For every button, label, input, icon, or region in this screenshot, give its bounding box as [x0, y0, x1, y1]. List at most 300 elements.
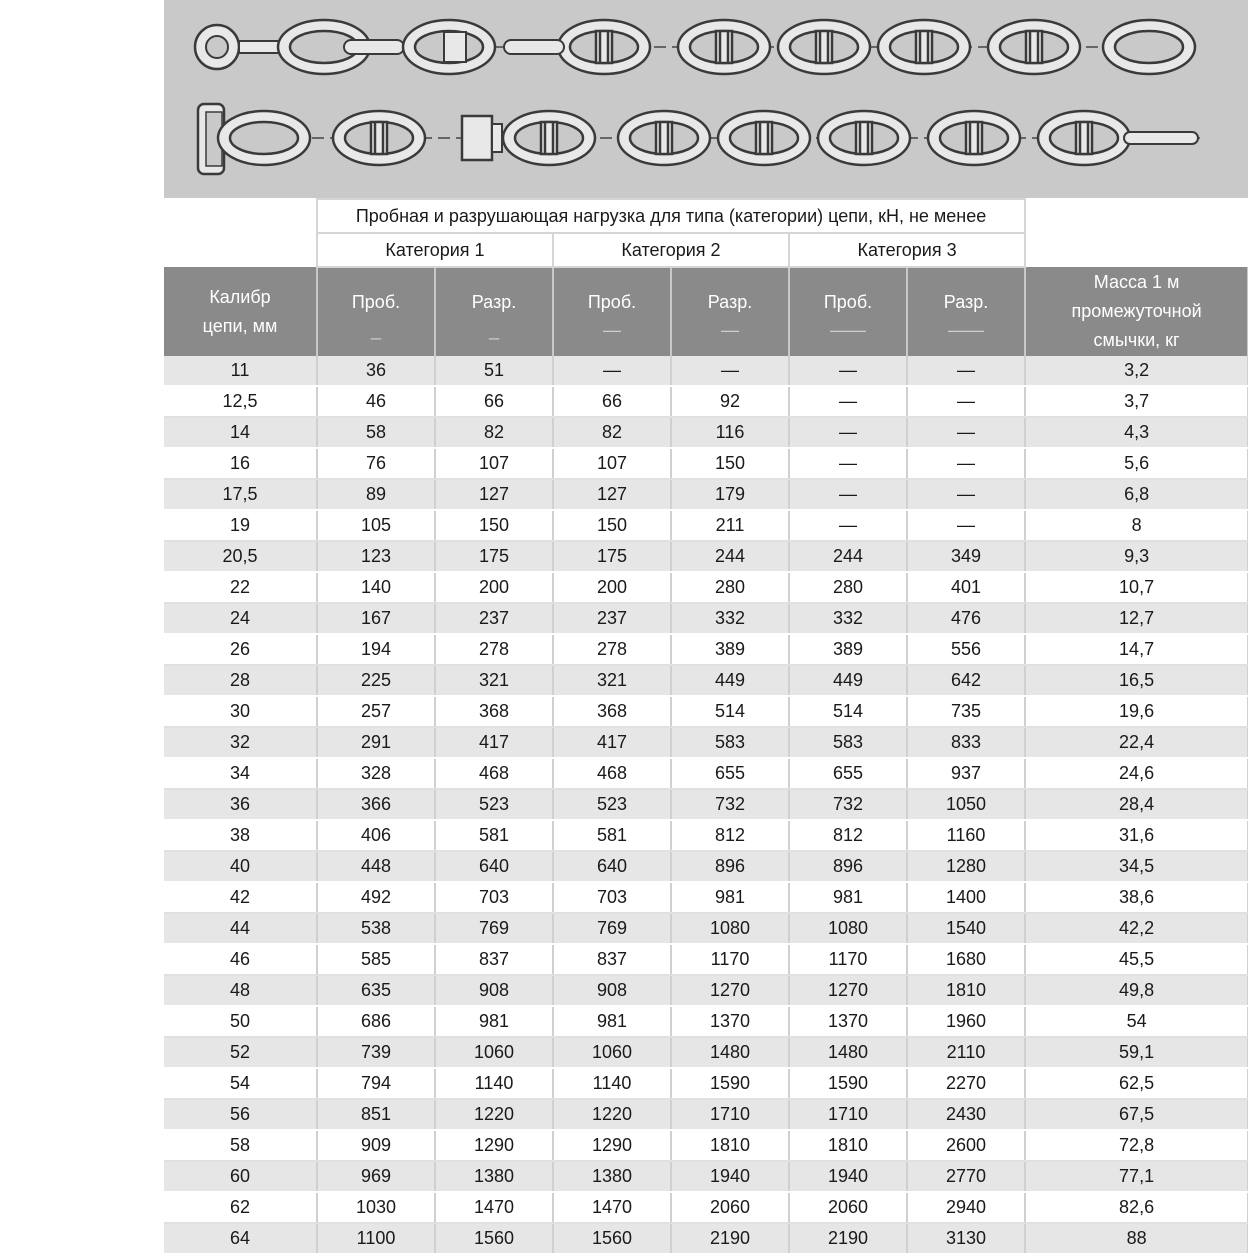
cat3-break-cell: 2430	[907, 1099, 1025, 1130]
cat1-proof-header	[317, 267, 435, 356]
cat3-break-cell: 2600	[907, 1130, 1025, 1161]
cat3-break-cell: —	[907, 510, 1025, 541]
cat1-proof-cell: 140	[317, 572, 435, 603]
cat2-proof-cell: 1060	[553, 1037, 671, 1068]
cat1-break-cell: 523	[435, 789, 553, 820]
mass-cell: 3,2	[1025, 356, 1248, 386]
cat1-break-cell: 66	[435, 386, 553, 417]
cat1-break-cell: 278	[435, 634, 553, 665]
cat1-break-cell: 769	[435, 913, 553, 944]
caliber-cell: 54	[164, 1068, 317, 1099]
cat2-break-cell: 449	[671, 665, 789, 696]
cat1-proof-cell: 76	[317, 448, 435, 479]
cat1-break-cell: 1290	[435, 1130, 553, 1161]
top-chain	[195, 20, 1195, 74]
cat3-break-cell: 1160	[907, 820, 1025, 851]
dash-mark: _	[370, 319, 381, 340]
dash-mark: _	[488, 319, 499, 340]
cat3-break-cell: 1400	[907, 882, 1025, 913]
cat1-proof-cell: 46	[317, 386, 435, 417]
cat2-break-cell: 896	[671, 851, 789, 882]
cat2-proof-header	[553, 267, 671, 356]
mass-cell: 10,7	[1025, 572, 1248, 603]
mass-cell: 3,7	[1025, 386, 1248, 417]
cat2-proof-cell: 321	[553, 665, 671, 696]
cat3-break-cell: 1050	[907, 789, 1025, 820]
cat3-break-cell: 1810	[907, 975, 1025, 1006]
caliber-cell: 64	[164, 1223, 317, 1254]
cat3-proof-cell: 1940	[789, 1161, 907, 1192]
chain-load-table	[164, 198, 1248, 1255]
cat1-proof-cell: 1030	[317, 1192, 435, 1223]
cat1-break-cell: 237	[435, 603, 553, 634]
category-1-header: Категория 1	[317, 233, 553, 267]
cat1-break-cell: 175	[435, 541, 553, 572]
mass-cell: 59,1	[1025, 1037, 1248, 1068]
caliber-cell: 22	[164, 572, 317, 603]
cat2-proof-cell: 981	[553, 1006, 671, 1037]
cat1-proof-cell: 794	[317, 1068, 435, 1099]
cat3-proof-cell: 389	[789, 634, 907, 665]
mass-cell: 19,6	[1025, 696, 1248, 727]
caliber-cell: 11	[164, 356, 317, 386]
cat2-proof-cell: 66	[553, 386, 671, 417]
cat1-proof-cell: 492	[317, 882, 435, 913]
cat3-proof-cell: 1170	[789, 944, 907, 975]
cat3-break-cell: 1280	[907, 851, 1025, 882]
cat3-proof-cell: 449	[789, 665, 907, 696]
cat2-proof-cell: 107	[553, 448, 671, 479]
cat1-proof-cell: 686	[317, 1006, 435, 1037]
cat3-break-cell: —	[907, 479, 1025, 510]
cat1-break-cell: 1470	[435, 1192, 553, 1223]
cat1-break-cell: 1220	[435, 1099, 553, 1130]
mass-cell: 54	[1025, 1006, 1248, 1037]
table-row	[164, 789, 1248, 820]
cat2-proof-cell: 523	[553, 789, 671, 820]
cat3-break-cell: 401	[907, 572, 1025, 603]
cat1-proof-cell: 89	[317, 479, 435, 510]
cat1-break-cell: 51	[435, 356, 553, 386]
anchor-chain-drawing	[164, 0, 1248, 198]
cat2-break-cell: 1590	[671, 1068, 789, 1099]
table-row	[164, 479, 1248, 510]
cat2-proof-cell: 200	[553, 572, 671, 603]
caliber-cell: 19	[164, 510, 317, 541]
caliber-cell: 56	[164, 1099, 317, 1130]
mass-cell: 31,6	[1025, 820, 1248, 851]
caliber-cell: 62	[164, 1192, 317, 1223]
cat3-break-cell: —	[907, 417, 1025, 448]
dash-mark: —	[603, 319, 621, 340]
cat2-proof-cell: 1220	[553, 1099, 671, 1130]
chain-illustration-svg	[164, 0, 1248, 198]
cat2-break-cell: 1810	[671, 1130, 789, 1161]
table-row	[164, 510, 1248, 541]
cat2-break-cell: 1370	[671, 1006, 789, 1037]
cat2-break-cell: 2060	[671, 1192, 789, 1223]
cat3-proof-cell: —	[789, 386, 907, 417]
caliber-cell: 24	[164, 603, 317, 634]
caliber-cell: 38	[164, 820, 317, 851]
cat3-proof-cell: 1810	[789, 1130, 907, 1161]
caliber-cell: 48	[164, 975, 317, 1006]
cat2-proof-cell: 703	[553, 882, 671, 913]
mass-header-line1: Масса 1 м	[1093, 272, 1180, 292]
cat3-proof-cell: —	[789, 417, 907, 448]
table-row	[164, 882, 1248, 913]
empty-cell	[164, 233, 317, 267]
cat3-break-cell: 2270	[907, 1068, 1025, 1099]
cat2-break-cell: —	[671, 356, 789, 386]
cat3-break-cell: 2110	[907, 1037, 1025, 1068]
cat2-proof-cell: 368	[553, 696, 671, 727]
bottom-chain	[198, 104, 1200, 174]
caliber-cell: 30	[164, 696, 317, 727]
table-row	[164, 820, 1248, 851]
cat2-break-cell: 116	[671, 417, 789, 448]
category-3-header: Категория 3	[789, 233, 1025, 267]
cat2-break-cell: 179	[671, 479, 789, 510]
category-2-header: Категория 2	[553, 233, 789, 267]
cat2-proof-cell: —	[553, 356, 671, 386]
mass-cell: 72,8	[1025, 1130, 1248, 1161]
table-row	[164, 603, 1248, 634]
cat3-proof-cell: —	[789, 479, 907, 510]
cat2-break-cell: 732	[671, 789, 789, 820]
cat1-proof-cell: 36	[317, 356, 435, 386]
cat1-proof-cell: 969	[317, 1161, 435, 1192]
table-row	[164, 944, 1248, 975]
cat3-break-cell: 476	[907, 603, 1025, 634]
cat2-proof-cell: 1290	[553, 1130, 671, 1161]
mass-header	[1025, 267, 1248, 356]
cat3-break-cell: —	[907, 386, 1025, 417]
cat1-proof-cell: 225	[317, 665, 435, 696]
cat2-break-cell: 92	[671, 386, 789, 417]
load-group-header: Пробная и разрушающая нагрузка для типа (категории) цепи, кН, не менее	[317, 199, 1025, 233]
cat3-proof-cell: 2190	[789, 1223, 907, 1254]
caliber-cell: 26	[164, 634, 317, 665]
cat2-proof-cell: 278	[553, 634, 671, 665]
mass-cell: 49,8	[1025, 975, 1248, 1006]
cat1-break-cell: 417	[435, 727, 553, 758]
mass-header-line2: промежуточной	[1071, 301, 1202, 321]
cat3-proof-cell: 514	[789, 696, 907, 727]
cat2-break-cell: 389	[671, 634, 789, 665]
cat1-break-cell: 321	[435, 665, 553, 696]
cat1-break-cell: 1140	[435, 1068, 553, 1099]
cat3-proof-cell: —	[789, 448, 907, 479]
cat2-proof-cell: 1470	[553, 1192, 671, 1223]
cat2-break-cell: 583	[671, 727, 789, 758]
caliber-cell: 36	[164, 789, 317, 820]
cat1-break-header	[435, 267, 553, 356]
cat2-break-cell: 280	[671, 572, 789, 603]
cat1-proof-cell: 538	[317, 913, 435, 944]
cat1-break-cell: 368	[435, 696, 553, 727]
cat3-proof-cell: 280	[789, 572, 907, 603]
cat3-break-header	[907, 267, 1025, 356]
caliber-cell: 50	[164, 1006, 317, 1037]
cat3-break-cell: —	[907, 448, 1025, 479]
cat1-proof-cell: 851	[317, 1099, 435, 1130]
caliber-cell: 58	[164, 1130, 317, 1161]
mass-cell: 16,5	[1025, 665, 1248, 696]
dash-mark: —	[721, 319, 739, 340]
cat1-proof-cell: 1100	[317, 1223, 435, 1254]
caliber-cell: 14	[164, 417, 317, 448]
cat2-proof-cell: 127	[553, 479, 671, 510]
cat3-proof-cell: 732	[789, 789, 907, 820]
cat3-proof-cell: 1710	[789, 1099, 907, 1130]
cat2-proof-cell: 837	[553, 944, 671, 975]
cat2-break-cell: 2190	[671, 1223, 789, 1254]
cat3-proof-cell: 2060	[789, 1192, 907, 1223]
cat1-break-cell: 200	[435, 572, 553, 603]
cat1-proof-cell: 167	[317, 603, 435, 634]
cat1-break-cell: 468	[435, 758, 553, 789]
cat2-proof-cell: 908	[553, 975, 671, 1006]
table-row	[164, 386, 1248, 417]
cat1-break-cell: 82	[435, 417, 553, 448]
cat1-proof-cell: 585	[317, 944, 435, 975]
cat1-proof-cell: 635	[317, 975, 435, 1006]
cat2-break-cell: 211	[671, 510, 789, 541]
cat1-break-cell: 703	[435, 882, 553, 913]
cat1-proof-cell: 123	[317, 541, 435, 572]
cat2-break-cell: 1940	[671, 1161, 789, 1192]
proof-label: Проб.	[823, 291, 873, 312]
caliber-header-line1: Калибр	[209, 286, 271, 307]
cat3-break-cell: 349	[907, 541, 1025, 572]
cat3-proof-cell: 332	[789, 603, 907, 634]
table-row	[164, 1192, 1248, 1223]
cat3-proof-cell: 812	[789, 820, 907, 851]
cat1-proof-cell: 739	[317, 1037, 435, 1068]
caliber-cell: 46	[164, 944, 317, 975]
table-row	[164, 1068, 1248, 1099]
cat2-proof-cell: 150	[553, 510, 671, 541]
mass-cell: 28,4	[1025, 789, 1248, 820]
cat2-break-cell: 332	[671, 603, 789, 634]
cat3-break-cell: 833	[907, 727, 1025, 758]
mass-cell: 24,6	[1025, 758, 1248, 789]
cat3-break-cell: —	[907, 356, 1025, 386]
cat3-break-cell: 1680	[907, 944, 1025, 975]
caliber-cell: 34	[164, 758, 317, 789]
table-body	[164, 356, 1248, 1254]
mass-cell: 82,6	[1025, 1192, 1248, 1223]
break-label: Разр.	[707, 291, 753, 312]
cat2-break-header	[671, 267, 789, 356]
caliber-cell: 40	[164, 851, 317, 882]
table-row	[164, 1006, 1248, 1037]
cat1-break-cell: 1560	[435, 1223, 553, 1254]
cat3-proof-cell: 655	[789, 758, 907, 789]
cat1-proof-cell: 291	[317, 727, 435, 758]
caliber-cell: 16	[164, 448, 317, 479]
mass-cell: 9,3	[1025, 541, 1248, 572]
caliber-cell: 42	[164, 882, 317, 913]
cat1-break-cell: 150	[435, 510, 553, 541]
cat1-break-cell: 581	[435, 820, 553, 851]
table-row	[164, 913, 1248, 944]
table-row	[164, 1161, 1248, 1192]
mass-cell: 14,7	[1025, 634, 1248, 665]
cat2-break-cell: 1710	[671, 1099, 789, 1130]
dash-mark: ——	[830, 319, 866, 340]
cat2-break-cell: 812	[671, 820, 789, 851]
cat2-break-cell: 244	[671, 541, 789, 572]
table-row	[164, 727, 1248, 758]
cat2-proof-cell: 640	[553, 851, 671, 882]
cat3-proof-cell: 981	[789, 882, 907, 913]
cat3-proof-cell: —	[789, 356, 907, 386]
cat1-proof-cell: 366	[317, 789, 435, 820]
cat3-proof-cell: 244	[789, 541, 907, 572]
caliber-cell: 20,5	[164, 541, 317, 572]
cat1-proof-cell: 448	[317, 851, 435, 882]
cat3-break-cell: 937	[907, 758, 1025, 789]
table-row	[164, 975, 1248, 1006]
dash-mark: ——	[948, 319, 985, 340]
cat2-break-cell: 150	[671, 448, 789, 479]
cat1-break-cell: 640	[435, 851, 553, 882]
cat3-proof-header	[789, 267, 907, 356]
cat3-break-cell: 1540	[907, 913, 1025, 944]
table-row	[164, 634, 1248, 665]
caliber-cell: 52	[164, 1037, 317, 1068]
mass-cell: 22,4	[1025, 727, 1248, 758]
cat3-proof-cell: 1080	[789, 913, 907, 944]
cat1-proof-cell: 406	[317, 820, 435, 851]
cat1-proof-cell: 328	[317, 758, 435, 789]
cat2-break-cell: 981	[671, 882, 789, 913]
table-row	[164, 541, 1248, 572]
mass-cell: 5,6	[1025, 448, 1248, 479]
proof-label: Проб.	[351, 291, 401, 312]
caliber-cell: 12,5	[164, 386, 317, 417]
table-row	[164, 696, 1248, 727]
cat1-break-cell: 127	[435, 479, 553, 510]
cat2-break-cell: 514	[671, 696, 789, 727]
mass-cell: 42,2	[1025, 913, 1248, 944]
cat1-break-cell: 107	[435, 448, 553, 479]
table-row	[164, 572, 1248, 603]
caliber-header-line2: цепи, мм	[202, 315, 278, 336]
cat1-break-cell: 981	[435, 1006, 553, 1037]
mass-cell: 62,5	[1025, 1068, 1248, 1099]
cat2-proof-cell: 581	[553, 820, 671, 851]
break-label: Разр.	[943, 291, 989, 312]
table-row	[164, 851, 1248, 882]
cat2-proof-cell: 1140	[553, 1068, 671, 1099]
cat2-proof-cell: 769	[553, 913, 671, 944]
cat2-proof-cell: 417	[553, 727, 671, 758]
break-label: Разр.	[471, 291, 517, 312]
mass-cell: 6,8	[1025, 479, 1248, 510]
caliber-cell: 60	[164, 1161, 317, 1192]
cat3-proof-cell: 1370	[789, 1006, 907, 1037]
caliber-cell: 44	[164, 913, 317, 944]
cat3-proof-cell: 1270	[789, 975, 907, 1006]
mass-cell: 38,6	[1025, 882, 1248, 913]
cat3-proof-cell: 1590	[789, 1068, 907, 1099]
mass-header-line3: смычки, кг	[1093, 330, 1180, 350]
mass-cell: 34,5	[1025, 851, 1248, 882]
cat3-proof-cell: 583	[789, 727, 907, 758]
cat1-break-cell: 837	[435, 944, 553, 975]
cat3-break-cell: 3130	[907, 1223, 1025, 1254]
table-row	[164, 1037, 1248, 1068]
mass-cell: 88	[1025, 1223, 1248, 1254]
cat1-break-cell: 1060	[435, 1037, 553, 1068]
cat3-break-cell: 556	[907, 634, 1025, 665]
empty-cell	[1025, 233, 1248, 267]
cat3-break-cell: 1960	[907, 1006, 1025, 1037]
mass-cell: 77,1	[1025, 1161, 1248, 1192]
caliber-cell: 32	[164, 727, 317, 758]
cat2-proof-cell: 237	[553, 603, 671, 634]
table-row	[164, 417, 1248, 448]
table-row	[164, 1223, 1248, 1254]
cat1-proof-cell: 909	[317, 1130, 435, 1161]
table-row	[164, 758, 1248, 789]
cat2-proof-cell: 82	[553, 417, 671, 448]
cat1-proof-cell: 58	[317, 417, 435, 448]
empty-corner-right	[1025, 199, 1248, 233]
cat2-proof-cell: 175	[553, 541, 671, 572]
mass-cell: 12,7	[1025, 603, 1248, 634]
cat3-break-cell: 2770	[907, 1161, 1025, 1192]
cat3-proof-cell: —	[789, 510, 907, 541]
cat1-break-cell: 1380	[435, 1161, 553, 1192]
cat3-break-cell: 642	[907, 665, 1025, 696]
cat1-proof-cell: 194	[317, 634, 435, 665]
mass-cell: 8	[1025, 510, 1248, 541]
cat3-proof-cell: 1480	[789, 1037, 907, 1068]
cat3-break-cell: 735	[907, 696, 1025, 727]
cat2-break-cell: 1270	[671, 975, 789, 1006]
table-row	[164, 1099, 1248, 1130]
cat2-break-cell: 1080	[671, 913, 789, 944]
proof-label: Проб.	[587, 291, 637, 312]
caliber-header	[164, 267, 317, 356]
mass-cell: 45,5	[1025, 944, 1248, 975]
mass-cell: 67,5	[1025, 1099, 1248, 1130]
table-row	[164, 356, 1248, 386]
cat3-proof-cell: 896	[789, 851, 907, 882]
table-row	[164, 1130, 1248, 1161]
cat2-break-cell: 1480	[671, 1037, 789, 1068]
cat1-proof-cell: 105	[317, 510, 435, 541]
caliber-cell: 17,5	[164, 479, 317, 510]
cat2-break-cell: 1170	[671, 944, 789, 975]
cat2-proof-cell: 1560	[553, 1223, 671, 1254]
cat2-proof-cell: 468	[553, 758, 671, 789]
table-row	[164, 665, 1248, 696]
caliber-cell: 28	[164, 665, 317, 696]
cat2-proof-cell: 1380	[553, 1161, 671, 1192]
cat1-proof-cell: 257	[317, 696, 435, 727]
empty-corner	[164, 199, 317, 233]
cat1-break-cell: 908	[435, 975, 553, 1006]
cat2-break-cell: 655	[671, 758, 789, 789]
table-row	[164, 448, 1248, 479]
mass-cell: 4,3	[1025, 417, 1248, 448]
cat3-break-cell: 2940	[907, 1192, 1025, 1223]
